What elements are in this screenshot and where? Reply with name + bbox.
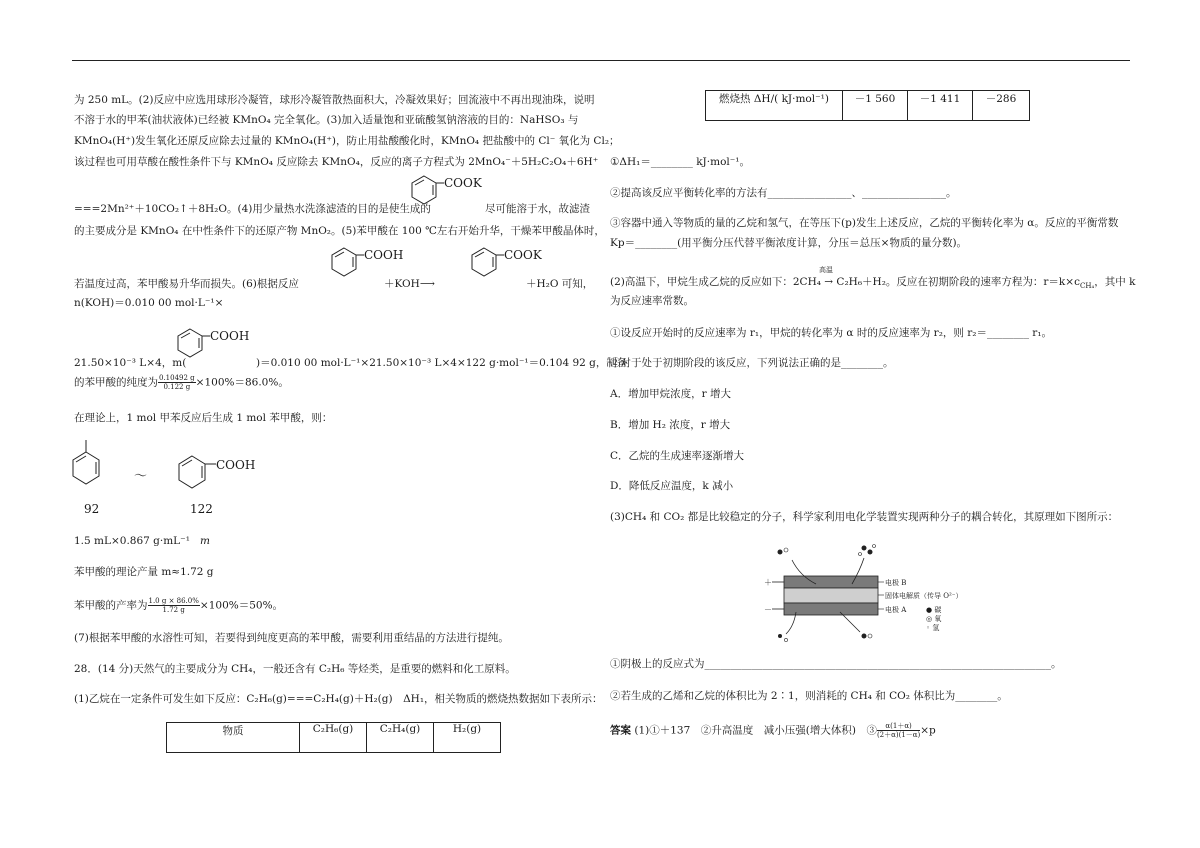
benzoate-potassium-structure-2 (470, 244, 542, 284)
mw-benzoic: 122 (190, 502, 213, 516)
table-cell-c2h6: C₂H₆(g) (300, 723, 367, 753)
molecule-dot (873, 545, 876, 548)
left-line-7a: 若温度过高，苯甲酸易升华而损失。(6)根据反应 (74, 278, 299, 290)
molecule-dot (868, 634, 872, 638)
minus-terminal: － (764, 605, 772, 614)
molecule-dot (784, 548, 788, 552)
plus-terminal: ＋ (764, 578, 772, 587)
left-line-8: n(KOH)＝0.010 00 mol·L⁻¹× (74, 297, 224, 309)
left-line-9a: 21.50×10⁻³ L×4，m( (74, 357, 187, 369)
q5-rate: ①设反应开始时的反应速率为 r₁，甲烷的转化率为 α 时的反应速率为 r₂，则 r₂＝________ r₁。 (610, 327, 1053, 339)
q3-line-b: Kp＝________(用平衡分压代替平衡浓度计算，分压＝总压×物质的量分数)。 (610, 237, 968, 249)
left-line-15: (7)根据苯甲酸的水溶性可知，若要得到纯度更高的苯甲酸，需要利用重结晶的方法进行提纯。 (74, 632, 509, 644)
electrode-a-label: 电极 A (885, 606, 907, 614)
benzoic-acid-structure-3 (178, 452, 268, 502)
solid-electrolyte-layer (784, 588, 878, 603)
cook-label: COOK (444, 176, 482, 190)
answer-label: 答案 (610, 724, 631, 737)
left-line-5b: 尽可能溶于水，故滤渣 (485, 203, 590, 215)
cook-label-2: COOK (504, 248, 542, 262)
left-line-12b: m (200, 535, 210, 547)
left-line-3: KMnO₄(H⁺)发生氧化还原反应除去过量的 KMnO₄(H⁺)，防止用盐酸酸化时，KMnO₄ 把盐酸中的 Cl⁻ 氧化为 Cl₂； (74, 135, 620, 147)
molecule-dot (862, 634, 867, 639)
mw-toluene: 92 (84, 502, 100, 516)
q4-line-a: (2)高温下，甲烷生成乙烷的反应如下：2CH₄ → C₂H₆＋H₂。反应在初期阶段的速率方程为：$r=k\times c_{CH_4}$，其中 k (610, 276, 1136, 291)
table-cell-val-2: －1 411 (908, 91, 973, 121)
left-line-7b: ＋KOH⟶ (384, 278, 435, 290)
kp-fraction: $\frac{\alpha(1+\alpha)}{(2+\alpha)(1-\alpha)}$ (876, 722, 921, 739)
left-line-13: 苯甲酸的理论产量 m≈1.72 g (74, 566, 214, 578)
benzoic-acid-structure-2 (176, 325, 256, 365)
molecule-dot (868, 550, 873, 555)
q8-cathode: ①阴极上的反应式为__________________________________________________________________。 (610, 658, 1062, 670)
molecule-dot (778, 550, 783, 555)
q6-statement: ②对于处于初期阶段的该反应，下列说法正确的是________。 (610, 357, 894, 369)
cooh-label-3: COOH (216, 458, 256, 472)
table-cell-val-3: －286 (973, 91, 1030, 121)
question-28-part1: (1)乙烷在一定条件可发生如下反应：C₂H₆(g)===C₂H₄(g)＋H₂(g) ΔH₁，相关物质的燃烧热数据如下表所示： (74, 693, 603, 705)
electrode-b-label: 电极 B (885, 579, 907, 587)
cooh-label-2: COOH (210, 329, 250, 343)
molecule-dot (784, 638, 787, 641)
molecule-dot (859, 553, 862, 556)
left-line-11: 在理论上，1 mol 甲苯反应后生成 1 mol 苯甲酸，则： (74, 412, 333, 424)
yield-fraction: $\frac{1.0 g \times 86.0\%}{1.72 g}$ (148, 597, 199, 614)
left-line-2: 不溶于水的甲苯(油状液体)已经被 KMnO₄ 完全氧化。(3)加入适量饱和亚硫酸氢钠溶液的目的：NaHSO₃ 与 (74, 114, 579, 126)
q3-line-a: ③容器中通入等物质的量的乙烷和氢气，在等压下(p)发生上述反应，乙烷的平衡转化率为 α。反应的平衡常数 (610, 217, 1119, 229)
benzoic-acid-structure-1 (330, 244, 404, 284)
table-cell-substance: 物质 (167, 723, 300, 753)
left-line-1: 为 250 mL。(2)反应中应选用球形冷凝管，球形冷凝管散热面积大，冷凝效果好；回流液中不再出现油珠，说明 (74, 94, 595, 106)
answer-line: 答案 (1)①＋137 ②升高温度 减小压强(增大体积) ③ $\frac{\alpha(1+\alpha)}{(2+\alpha)(1-\alpha)}$ ×p (610, 722, 936, 739)
q9-volume-ratio: ②若生成的乙烯和乙烷的体积比为 2∶1，则消耗的 CH₄ 和 CO₂ 体积比为________。 (610, 690, 1008, 702)
left-line-7c: ＋H₂O 可知， (526, 278, 594, 290)
legend-oxygen: ◎ 氧 (926, 615, 942, 623)
option-b: B．增加 H₂ 浓度，r 增大 (610, 419, 731, 431)
left-line-10: 的苯甲酸的纯度为 $\frac{0.10492 g}{0.122 g}$ ×100%＝86.0%。 (74, 374, 289, 391)
table-cell-heat-label: 燃烧热 ΔH/( kJ·mol⁻¹) (706, 91, 843, 121)
q4-line-b: 为反应速率常数。 (610, 295, 694, 307)
purity-fraction: $\frac{0.10492 g}{0.122 g}$ (159, 374, 195, 391)
combustion-table-values (705, 90, 1030, 121)
table-cell-val-1: －1 560 (843, 91, 908, 121)
combustion-table-header (166, 722, 501, 753)
condition-high-temp: 高温 (819, 266, 833, 274)
option-d: D．降低反应温度，k 减小 (610, 480, 734, 492)
electrode-b-layer (784, 576, 878, 588)
molecule-dot (778, 634, 782, 638)
cooh-label-1: COOH (364, 248, 404, 262)
header-rule (72, 60, 1130, 61)
question-28-intro: 28．(14 分)天然气的主要成分为 CH₄，一般还含有 C₂H₆ 等烃类，是重要的燃料和化工原料。 (74, 663, 516, 675)
legend-carbon: ● 碳 (926, 606, 942, 614)
electrochemical-cell-diagram (760, 540, 963, 644)
toluene-structure (72, 440, 112, 500)
electrolyte-label: 固体电解质（传导 O²⁻） (885, 592, 963, 600)
molecule-dot (862, 546, 867, 551)
q1-delta-h: ①ΔH₁＝________ kJ·mol⁻¹。 (610, 156, 750, 168)
left-line-12a: 1.5 mL×0.867 g·mL⁻¹ (74, 535, 190, 547)
option-c: C．乙烷的生成速率逐渐增大 (610, 450, 745, 462)
q7-intro: (3)CH₄ 和 CO₂ 都是比较稳定的分子，科学家利用电化学装置实现两种分子的耦合转化，其原理如下图所示： (610, 511, 1119, 523)
left-line-5a: ===2Mn²⁺＋10CO₂↑＋8H₂O。(4)用少量热水洗涤滤渣的目的是使生成的 (74, 203, 431, 215)
table-cell-c2h4: C₂H₄(g) (367, 723, 434, 753)
left-line-9b: )＝0.010 00 mol·L⁻¹×21.50×10⁻³ L×4×122 g·mol⁻¹＝0.104 92 g，制备 (256, 357, 628, 369)
legend-hydrogen: ◦ 氢 (926, 624, 940, 632)
tilde-sign: ～ (134, 469, 148, 484)
left-line-6: 的主要成分是 KMnO₄ 在中性条件下的还原产物 MnO₂。(5)苯甲酸在 100 ℃左右开始升华，干燥苯甲酸晶体时， (74, 225, 605, 237)
left-line-14: 苯甲酸的产率为 $\frac{1.0 g \times 86.0\%}{1.72 g}$ ×100%＝50%。 (74, 597, 284, 614)
option-a: A．增加甲烷浓度，r 增大 (610, 388, 731, 400)
q2-methods: ②提高该反应平衡转化率的方法有________________、________________。 (610, 187, 957, 199)
left-line-4: 该过程也可用草酸在酸性条件下与 KMnO₄ 反应除去 KMnO₄，反应的离子方程式为 2MnO₄⁻＋5H₂C₂O₄＋6H⁺ (74, 156, 599, 168)
electrode-a-layer (784, 603, 878, 615)
table-cell-h2: H₂(g) (434, 723, 501, 753)
